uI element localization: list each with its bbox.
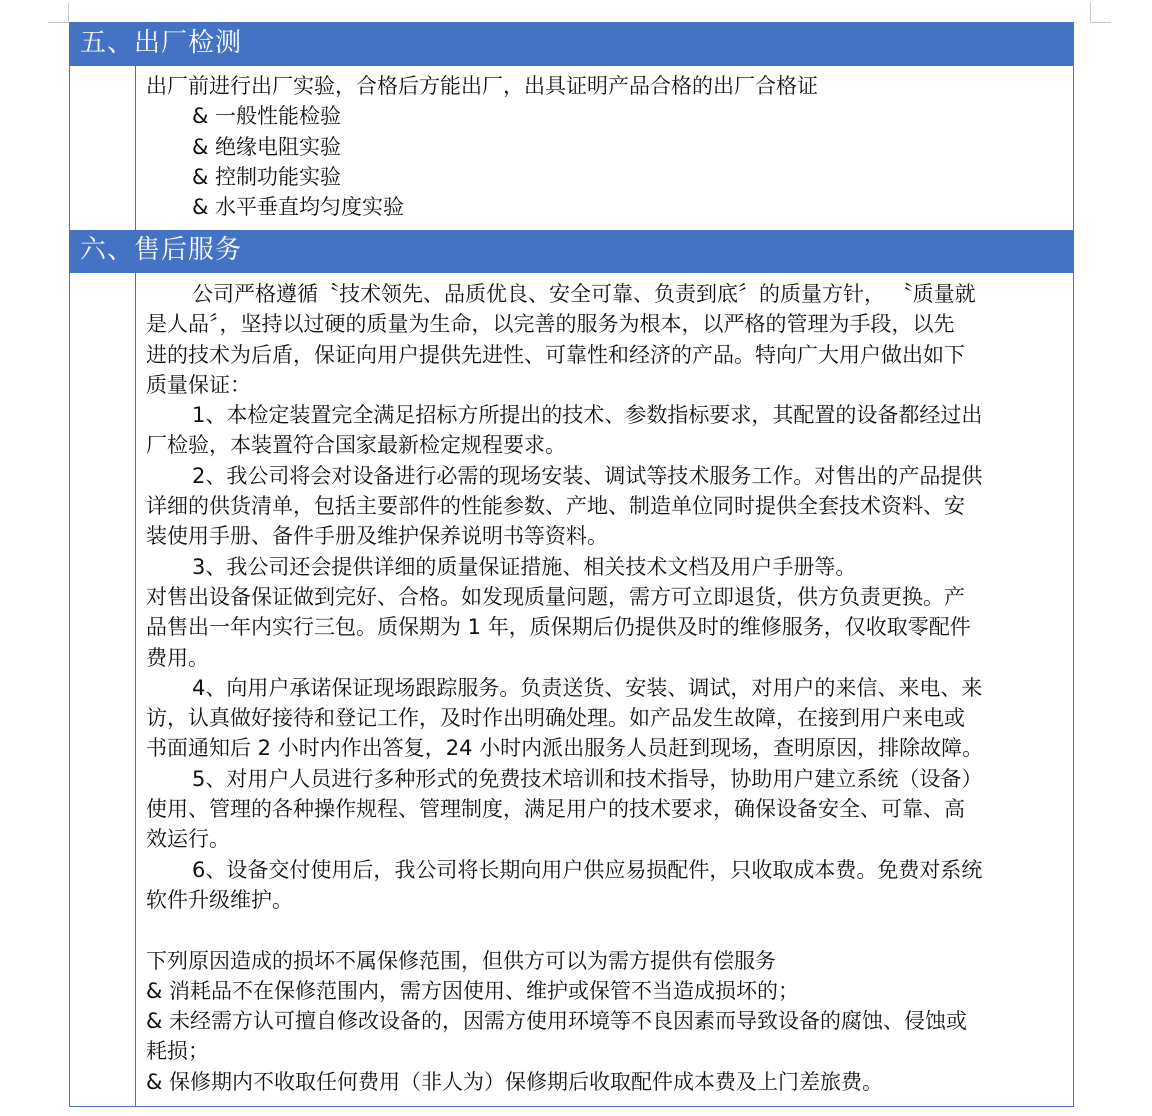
paragraph-line: 书面通知后 2 小时内作出答复，24 小时内派出服务人员赶到现场，查明原因，排除故障。 [146,736,984,761]
paragraph-line: 1、本检定装置完全满足招标方所提出的技术、参数指标要求，其配置的设备都经过出 [192,403,983,428]
paragraph-line: 详细的供货清单，包括主要部件的性能参数、产地、制造单位同时提供全套技术资料、安 [146,494,965,519]
page-corner-mark-left [48,2,69,23]
section-5-intro: 出厂前进行出厂实验，合格后方能出厂，出具证明产品合格的出厂合格证 [146,74,818,98]
section-5-content [146,71,818,222]
paragraph-line: 使用、管理的各种操作规程、管理制度，满足用户的技术要求，确保设备安全、可靠、高 [146,797,965,822]
column-divider [135,273,136,1107]
paragraph-line: 耗损； [146,1039,209,1064]
paragraph-line: 3、我公司还会提供详细的质量保证措施、相关技术文档及用户手册等。 [192,554,857,579]
paragraph-line: 6、设备交付使用后，我公司将长期向用户供应易损配件，只收取成本费。免费对系统 [192,857,983,882]
paragraph-line: 访，认真做好接待和登记工作，及时作出明确处理。如产品发生故障，在接到用户来电或 [146,706,965,731]
paragraph-line: 进的技术为后盾，保证向用户提供先进性、可靠性和经济的产品。特向广大用户做出如下 [146,342,965,367]
check-item: & 水平垂直均匀度实验 [192,195,405,220]
exclusion-item: & 保修期内不收取任何费用（非人为）保修期后收取配件成本费及上门差旅费。 [146,1069,884,1094]
blank-line [146,915,983,945]
check-item: & 绝缘电阻实验 [192,134,342,159]
paragraph-line: 下列原因造成的损坏不属保修范围，但供方可以为需方提供有偿服务 [146,948,776,973]
section-6-content [146,279,983,1097]
section-6-header: 六、售后服务 [70,230,1073,273]
paragraph-line: 公司严格遵循〝技术领先、品质优良、安全可靠、负责到底〞的质量方针， 〝质量就 [192,282,976,306]
paragraph-line: 品售出一年内实行三包。质保期为 1 年，质保期后仍提供及时的维修服务，仅收取零配件 [146,615,971,640]
section-5-header: 五、出厂检测 [70,23,1073,66]
paragraph-line: 费用。 [146,645,209,670]
paragraph-line: 是人品〞，坚持以过硬的质量为生命，以完善的服务为根本，以严格的管理为手段，以先 [146,312,955,337]
paragraph-line: 质量保证： [146,372,251,397]
exclusion-item: & 消耗品不在保修范围内，需方因使用、维护或保管不当造成损坏的； [146,978,800,1003]
paragraph-line: 装使用手册、备件手册及维护保养说明书等资料。 [146,524,608,549]
check-item: & 控制功能实验 [192,164,342,189]
document-table [69,22,1074,1107]
paragraph-line: 软件升级维护。 [146,887,293,912]
paragraph-line: 厂检验，本装置符合国家最新检定规程要求。 [146,433,566,458]
paragraph-line: 效运行。 [146,827,230,852]
paragraph-line: 对售出设备保证做到完好、合格。如发现质量问题，需方可立即退货，供方负责更换。产 [146,584,965,609]
paragraph-line: 5、对用户人员进行多种形式的免费技术培训和技术指导，协助用户建立系统（设备） [192,766,983,791]
check-item: & 一般性能检验 [192,104,342,129]
paragraph-line: 4、向用户承诺保证现场跟踪服务。负责送货、安装、调试，对用户的来信、来电、来 [192,675,983,700]
page-corner-mark-right [1090,2,1111,23]
exclusion-item: & 未经需方认可擅自修改设备的，因需方使用环境等不良因素而导致设备的腐蚀、侵蚀或 [146,1009,968,1034]
paragraph-line: 2、我公司将会对设备进行必需的现场安装、调试等技术服务工作。对售出的产品提供 [192,463,983,488]
column-divider [135,66,136,230]
